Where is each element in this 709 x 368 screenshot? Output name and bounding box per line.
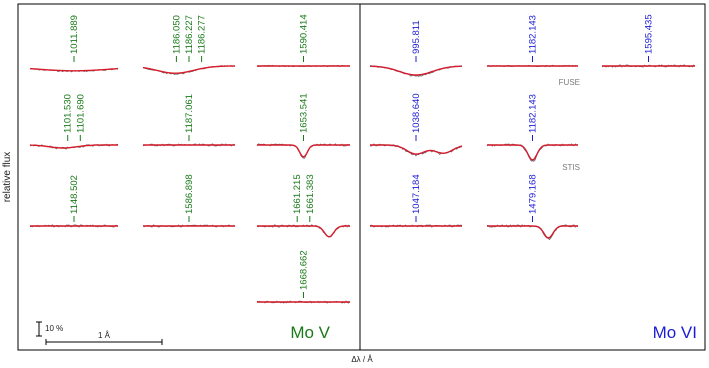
wavelength-label-0-8-0: 1661.215 [292, 174, 304, 214]
model-spectrum-1-4 [487, 145, 578, 160]
wavelength-label-1-2-0: 1595.435 [643, 14, 655, 54]
model-spectrum-0-5 [257, 145, 350, 157]
instrument-label-stis: STIS [562, 163, 580, 172]
wavelength-label-0-8-1: 1661.383 [304, 174, 316, 214]
wavelength-label-0-1-0: 1186.050 [171, 15, 183, 54]
instrument-label-fuse: FUSE [558, 78, 580, 87]
flux-scale-label: 10 % [45, 324, 64, 333]
spectra-group [30, 14, 695, 303]
model-alt-spectrum-1-4 [487, 145, 578, 160]
wavelength-label-1-0-0: 995.811 [411, 20, 422, 54]
model-spectrum-1-0 [370, 66, 462, 75]
wavelength-label-1-3-0: 1038.640 [411, 93, 422, 133]
wavelength-scale-label: 1 Å [97, 331, 111, 340]
model-alt-spectrum-1-6 [487, 226, 578, 238]
wavelength-label-0-5-0: 1653.541 [298, 93, 310, 133]
model-spectrum-1-3 [370, 145, 462, 154]
wavelength-label-0-0-0: 1011.889 [69, 15, 80, 54]
wavelength-label-1-6-0: 1479.168 [527, 174, 539, 214]
x-axis-label: Δλ / Å [351, 355, 373, 363]
model-spectrum-0-3 [30, 145, 118, 148]
model-spectrum-1-6 [487, 226, 578, 238]
wavelength-label-1-1-0: 1182.143 [527, 15, 539, 54]
model-spectrum-0-8 [257, 226, 350, 237]
wavelength-label-0-6-0: 1148.502 [69, 175, 80, 214]
ion-label-mo-vi: Mo VI [652, 323, 697, 342]
ion-label-mo-v: Mo V [290, 323, 330, 342]
observed-spectrum-0-8 [257, 225, 350, 237]
wavelength-label-0-1-2: 1186.277 [196, 15, 208, 54]
observed-spectrum-0-5 [257, 144, 350, 158]
wavelength-label-0-4-0: 1187.061 [184, 94, 195, 133]
wavelength-label-0-2-0: 1590.414 [298, 14, 310, 54]
wavelength-label-1-5-0: 1047.184 [411, 174, 422, 214]
observed-spectrum-1-6 [487, 225, 578, 240]
wavelength-label-1-4-0: 1182.143 [527, 94, 539, 133]
observed-spectrum-1-4 [487, 144, 578, 161]
plot-frame [18, 4, 705, 350]
y-axis-label: relative flux [2, 151, 13, 203]
wavelength-label-0-3-1: 1101.690 [75, 94, 87, 133]
wavelength-label-0-1-1: 1186.227 [184, 15, 195, 54]
wavelength-label-0-9-0: 1668.662 [298, 250, 310, 290]
wavelength-label-0-7-0: 1586.898 [184, 174, 195, 214]
wavelength-label-0-3-0: 1101.530 [62, 94, 74, 133]
